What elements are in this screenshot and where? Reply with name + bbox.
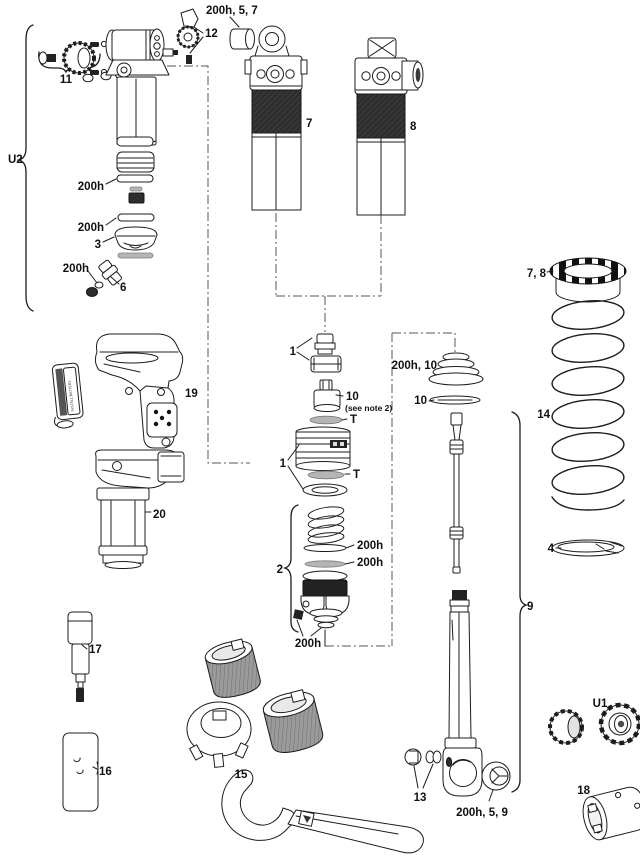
leader-3 [103,237,114,242]
screw-thread [47,54,56,62]
leader-200h-d [346,545,354,548]
part-16-block [63,733,98,811]
mid-column [296,334,350,496]
bellows-base [429,373,483,385]
crown-port-left [257,70,265,78]
crown-port-right [286,70,294,78]
label-200h-b: 200h [77,222,104,234]
tool-tip [76,688,84,702]
right-column-group-9 [405,353,510,796]
air-sleeve [357,94,405,138]
leader-13 [414,764,433,788]
lever-bolt [184,33,192,41]
eyelet-bore [450,760,477,787]
module-19 [95,334,182,448]
label-200h-f: 200h [294,638,322,650]
leader-200h-c [88,271,97,283]
crown-port-left [362,72,370,80]
lever-blade [181,9,198,27]
leader-200h-a [106,179,116,184]
coil [551,430,625,464]
needle-tip [453,567,460,573]
module-bolt [113,462,122,471]
battery-text: INSTALL BATTERY [67,380,75,412]
part-3-seal-head [115,227,157,250]
part-10-nut-base [314,405,340,412]
spanner-wrench [222,770,424,853]
coil [551,397,625,431]
bracket-knob-center [121,67,127,73]
cone-disc-3 [318,622,334,628]
label-11: 11 [59,74,73,86]
label-8: 8 [410,121,417,133]
label-20: 20 [153,509,166,521]
shim-200h-d [304,545,346,552]
bushing-face [246,29,255,49]
damper-shaft-body [443,590,482,796]
needle-rod-low [454,539,459,567]
coil [307,523,344,539]
cup-tab-top [588,804,597,813]
needle-rod [454,454,459,527]
bushing-200h-5-7 [230,29,255,49]
shaft-ring-b [451,606,468,612]
ring-tool [187,702,251,767]
screw-head [39,52,47,64]
coil [551,364,625,398]
coil-end [552,497,624,510]
eyelet-bore [266,33,279,46]
air-sleeve [252,90,301,133]
needle-taper [453,425,461,440]
face-bolt [155,52,160,57]
cup-notch [231,639,244,650]
shock-7 [245,26,307,210]
seal-ring-200h-a [117,175,153,182]
block-body [63,733,98,811]
u1-knob-front [601,705,639,743]
valve-nut [87,288,98,297]
label-9: 9 [527,601,534,613]
grooved-cap [117,152,154,172]
crown-ear-right [301,60,307,74]
module-collar [106,353,158,363]
shaft-ring-a [450,600,469,606]
face-bolt [154,43,160,49]
needle-bulge [450,440,463,454]
label-200h-d: 200h [357,540,384,552]
piston-slot [330,440,347,448]
bleed-oring [303,601,309,607]
label-200h-a: 200h [77,181,104,193]
label-13: 13 [413,792,427,804]
spring-small [307,505,344,545]
label-12: 12 [205,28,218,40]
wrench-jaw [222,770,295,840]
connector-shocks-to-stack [276,213,381,332]
cup-tab-bottom [593,824,602,833]
label-u2: U2 [8,154,23,166]
label-10-mid: 10 [346,391,359,403]
group-15-tools [187,637,423,853]
module-20 [96,450,184,569]
air-valve [163,49,173,56]
detent-pin-top [90,42,99,47]
label-3: 3 [94,239,101,251]
hex-plug-thread [318,349,332,354]
label-4: 4 [547,543,554,555]
label-16: 16 [99,766,112,778]
crown-ear-left [245,60,251,74]
knob-stem [568,716,580,738]
tool-step [76,674,85,682]
leader-bushing-bottom [489,790,493,801]
label-10-right: 10 [414,395,427,407]
cup-tool-b [261,688,325,757]
module-screw-left [126,388,133,395]
leader-t-upper [342,419,347,420]
clip [130,187,142,191]
module-screw-right [158,389,165,396]
small-nut-b [433,751,441,763]
label-6: 6 [120,282,127,294]
bushing-200h-5-9 [482,762,510,790]
seal-ring-200h-b [118,214,154,221]
leader-1-upper [297,338,312,360]
connector-lines [167,66,455,646]
can-lower-flange [99,546,147,555]
knob-face [78,48,90,68]
lever-screw [186,55,192,64]
pad-dot [154,422,158,426]
bellows-seal-200h-10 [429,353,483,385]
can-bottom [105,562,141,569]
part-10-plug [320,380,332,390]
face-bolt [155,36,160,41]
side-port-bore [416,68,421,82]
label-t-lower: T [353,469,361,481]
leader-bushing-top [230,17,239,27]
coil [551,298,625,332]
pad-dot [154,410,158,414]
hex-plug-band [315,343,335,349]
part-12-lever [178,9,198,64]
label-17: 17 [89,644,102,656]
battery [49,363,85,429]
needle-head [451,413,462,425]
rebound-needle [450,413,463,573]
label-2: 2 [276,564,283,576]
label-200h-e: 200h [357,557,384,569]
preload-collar-7-8 [550,258,626,302]
coil [551,463,625,497]
top-out-plate-inner [312,487,338,493]
coil [307,505,344,521]
collar-bore [564,264,612,278]
piston2-band [303,580,347,596]
leader-200h-f [297,620,321,636]
u1-knob-side [550,711,582,743]
coil [308,531,345,545]
shaft-cap [452,590,467,600]
cone-disc-2 [314,616,338,622]
battery-foot [57,420,74,429]
cap-disc [117,137,153,146]
ring-notch [213,711,226,720]
label-18: 18 [577,785,590,797]
label-200h-10: 200h, 10 [391,360,437,372]
valve-ring [95,282,103,288]
ring-tab-mid [213,754,223,768]
detent-pin-bottom [90,70,99,75]
pad-dot [167,410,171,414]
coil [551,331,625,365]
needle-coupler [450,527,463,539]
label-200h-c: 200h [62,263,89,275]
eyelet-collar [445,738,476,748]
can-flange [97,488,149,500]
cup-tool-a [203,637,263,701]
part-1-piston [296,432,350,466]
knob-center [618,721,624,727]
aircan-service-stack [87,137,158,297]
bleed-screw [293,609,304,620]
piston-bottom [296,462,350,471]
t-washer-lower [308,471,344,479]
spring-clip-4 [552,540,624,556]
mount-bracket [106,60,169,75]
gray-seal [118,253,153,258]
label-1-lower: 1 [279,458,286,470]
label-200h-5-7: 200h, 5, 7 [206,5,258,17]
pad-dot [160,416,164,420]
shim-200h-e [305,561,345,567]
pad-dot [167,422,171,426]
part-13-hardware [405,749,441,765]
clip-slot [409,751,418,763]
bracket-u2 [19,25,33,311]
bracket-9 [512,412,526,792]
label-15: 15 [234,769,248,781]
hex-plug [317,334,333,343]
label-1-upper: 1 [289,346,296,358]
label-u1: U1 [592,698,608,710]
group-2-stack [293,505,349,628]
crown-port-right [392,72,400,80]
valve-cap [173,50,178,55]
cup-notch [291,690,305,703]
leader-200h-b [106,218,116,225]
eyelet-port [446,758,451,767]
connector-left-column [167,66,250,463]
tool-17 [68,612,92,702]
label-7-8: 7, 8 [526,268,546,280]
nut-a [83,74,93,82]
label-200h-5-9: 200h, 5, 9 [456,807,508,819]
tool-cap [68,612,92,644]
coil [307,514,344,530]
label-7: 7 [306,118,313,130]
label-t-upper: T [350,414,358,426]
crown-port-center-bore [271,70,279,78]
label-14: 14 [537,409,550,421]
left-shock-assembly [106,29,178,145]
can-body [101,500,145,546]
tool-pin [78,682,83,688]
coil-spring-14 [551,298,625,510]
module-bolt [162,438,170,446]
crown-port-center-bore [377,72,385,80]
label-see-note-2: (see note 2) [345,403,393,413]
clip-inner [558,542,614,552]
leader-200h-e [345,562,354,564]
t-washer-upper [310,416,342,424]
label-19: 19 [185,388,198,400]
valve-block [129,193,144,203]
